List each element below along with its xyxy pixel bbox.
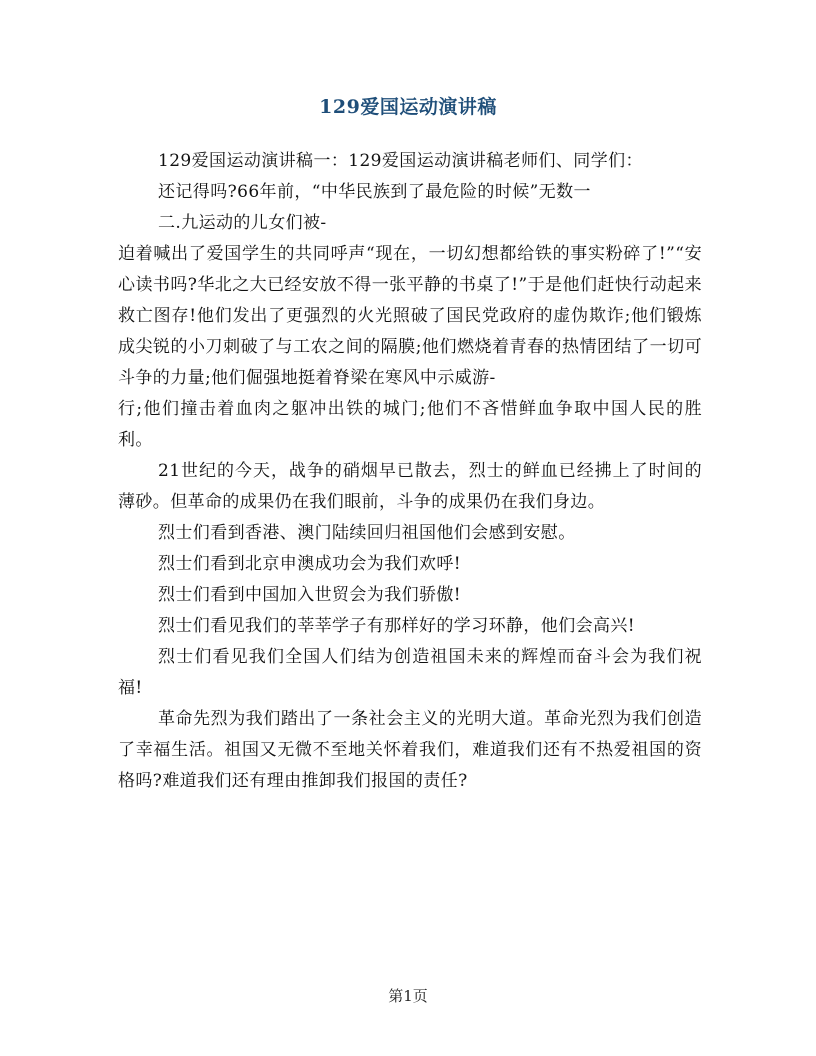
paragraph: 21世纪的今天，战争的硝烟早已散去，烈士的鲜血已经拂上了时间的薄砂。但革命的成果仍在我们眼前，斗争的成果仍在我们身边。 xyxy=(118,461,702,512)
page-number: 第1页 xyxy=(388,987,428,1005)
paragraph: 烈士们看见我们全国人们结为创造祖国未来的辉煌而奋斗会为我们祝福! xyxy=(118,647,702,698)
paragraph: 还记得吗?66年前，“中华民族到了最危险的时候”无数一 xyxy=(158,182,591,202)
paragraph: 二.九运动的儿女们被- xyxy=(158,213,327,233)
paragraph: 烈士们看到香港、澳门陆续回归祖国他们会感到安慰。 xyxy=(158,523,576,543)
page-title: 129爱国运动演讲稿 xyxy=(319,96,497,118)
document-body xyxy=(118,146,702,797)
paragraph: 革命先烈为我们踏出了一条社会主义的光明大道。革命光烈为我们创造了幸福生活。祖国又无微不至地关怀着我们，难道我们还有不热爱祖国的资格吗?难道我们还有理由推卸我们报国的责任? xyxy=(118,709,702,791)
paragraph: 烈士们看到中国加入世贸会为我们骄傲! xyxy=(158,585,462,605)
paragraph: 129爱国运动演讲稿一：129爱国运动演讲稿老师们、同学们： xyxy=(158,151,643,171)
paragraph: 烈士们看到北京申澳成功会为我们欢呼! xyxy=(158,554,462,574)
paragraph: 烈士们看见我们的莘莘学子有那样好的学习环静，他们会高兴! xyxy=(158,616,636,636)
paragraph: 行;他们撞击着血肉之躯冲出铁的城门;他们不吝惜鲜血争取中国人民的胜利。 xyxy=(118,399,702,450)
paragraph: 迫着喊出了爱国学生的共同呼声“现在，一切幻想都给铁的事实粉碎了!”“安心读书吗?华北之大已经安放不得一张平静的书桌了!”于是他们赶快行动起来救亡图存!他们发出了更强烈的火光照破了国民党政府的虚伪欺诈;他们锻炼成尖锐的小刀刺破了与工农之间的隔膜;他们燃烧着青春的热情团结了一切可斗争的力量;他们倔强地挺着脊梁在寒风中示威游- xyxy=(118,244,702,388)
